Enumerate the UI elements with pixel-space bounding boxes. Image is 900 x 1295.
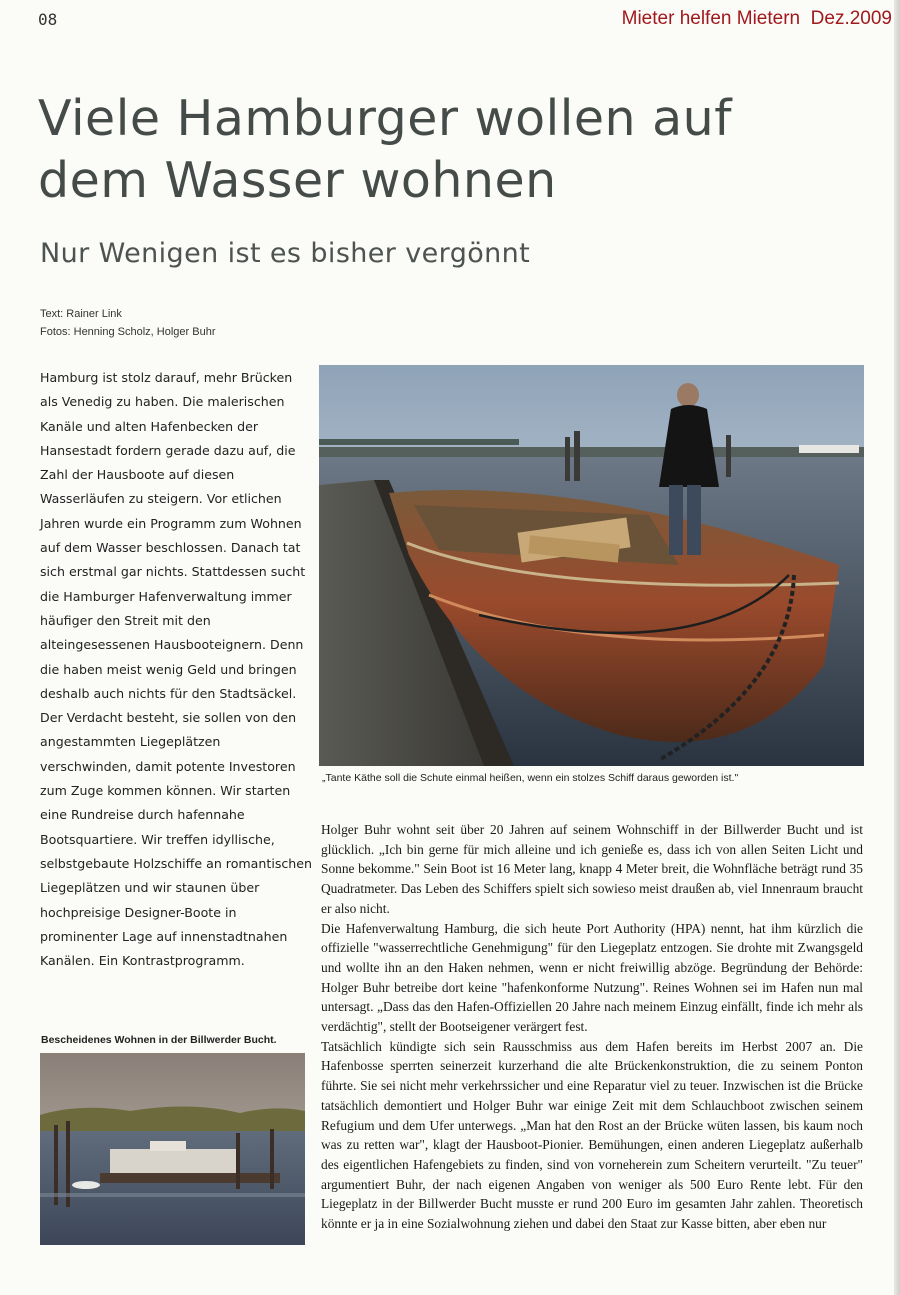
houseboat-photo-caption: Bescheidenes Wohnen in der Billwerder Bucht.: [41, 1034, 277, 1046]
barge-photo: [319, 365, 864, 766]
photo-credit: Fotos: Henning Scholz, Holger Buhr: [40, 326, 216, 338]
credits: [40, 305, 215, 341]
main-photo-caption: „Tante Käthe soll die Schute einmal heißen, wenn ein stolzes Schiff daraus geworden ist.": [322, 772, 739, 784]
page-number: 08: [38, 10, 58, 29]
article-body: [321, 820, 863, 1242]
text-credit: Text: Rainer Link: [40, 308, 122, 320]
body-paragraph: Holger Buhr wohnt seit über 20 Jahren auf seinem Wohnschiff in der Billwerder Bucht und ist glücklich. „Ich bin gerne für mich alleine und ich genieße es, dass ich von allen Seiten Licht und Sonne bekomme." Sein Boot ist 16 Meter lang, knapp 4 Meter breit, die Wohnfläche beträgt rund 35 Quadratmeter. Das Leben des Schiffers spielt sich sowieso meist draußen ab, viel Innenraum braucht er also nicht.: [321, 822, 863, 916]
article-headline: Viele Hamburger wollen auf dem Wasser wohnen: [38, 90, 732, 209]
article-subheadline: Nur Wenigen ist es bisher vergönnt: [40, 238, 531, 269]
houseboat-photo: [40, 1053, 305, 1245]
page-edge: [894, 0, 900, 1295]
intro-paragraph: Hamburg ist stolz darauf, mehr Brücken als Venedig zu haben. Die malerischen Kanäle und alten Hafenbecken der Hansestadt fordern gerade dazu auf, die Zahl der Hausboote auf diesen Wasserläufen zu steigern. Vor etlichen Jahren wurde ein Programm zum Wohnen auf dem Wasser beschlossen. Danach tat sich erstmal gar nichts. Stattdessen sucht die Hamburger Hafenverwaltung immer häufiger den Streit mit den alteingesessenen Hausbooteignern. Denn die haben meist wenig Geld und bringen deshalb auch nichts für den Stadtsäckel. Der Verdacht besteht, sie sollen von den angestammten Liegeplätzen verschwinden, damit potente Investoren zum Zuge kommen können. Wir starten eine Rundreise durch hafennahe Bootsquartiere. Wir treffen idyllische, selbstgebaute Holzschiffe an romantischen Liegeplätzen und wir staunen über hochpreisige Designer-Boote in prominenter Lage auf innenstadtnahen Kanälen. Ein Kontrastprogramm.: [40, 370, 313, 969]
publication-header: Mieter helfen Mietern Dez.2009: [621, 8, 892, 29]
body-paragraph: Tatsächlich kündigte sich sein Rausschmiss aus dem Hafen bereits im Herbst 2007 an. Die Hafenbosse sperrten seinerzeit kurzerhand die alte Brückenkonstruktion, die zu seinem Ponton führte. Sie sei nicht mehr verkehrssicher und eine Reparatur viel zu teuer. Inzwischen ist die Brücke tatsächlich demontiert und Holger Buhr war einige Zeit mit dem Schlauchboot zwischen seinem Refugium und dem Ufer unterwegs. „Man hat den Rost an der Brücke wüten lassen, bis kaum noch was zu retten war", klagt der Hausboot-Pionier. Bemühungen, einen anderen Liegeplatz außerhalb des eigentlichen Hafengebiets zu finden, sind von vorneherein zum Scheitern verurteilt. "Zu teuer" argumentiert Buhr, der nach eigenen Angaben von weniger als 500 Euro Rente lebt. Für den Liegeplatz in der Billwerder Bucht musste er rund 200 Euro im gesamten Jahr zahlen. Theoretisch könnte er ja in eine Sozialwohnung ziehen und dabei den Staat zur Kasse bitten, aber eben nur: [321, 1038, 863, 1232]
body-paragraph: Die Hafenverwaltung Hamburg, die sich heute Port Authority (HPA) nennt, hat ihm kürzlich die offizielle "wasserrechtliche Genehmigung" für den Liegeplatz entzogen. Sie drohte mit Zwangsgeld und wollte ihn an den Haken nehmen, wenn er nicht freiwillig abzöge. Begründung der Behörde: Holger Buhr betreibe dort keine "hafenkonforme Nutzung". Reines Wohnen sei im Hafen nun mal untersagt. „Dass das den Hafen-Offiziellen 20 Jahre nach meinem Einzug einfällt, finde ich mehr als verdächtig", stellt der Bootseigener verärgert fest.: [321, 920, 863, 1035]
